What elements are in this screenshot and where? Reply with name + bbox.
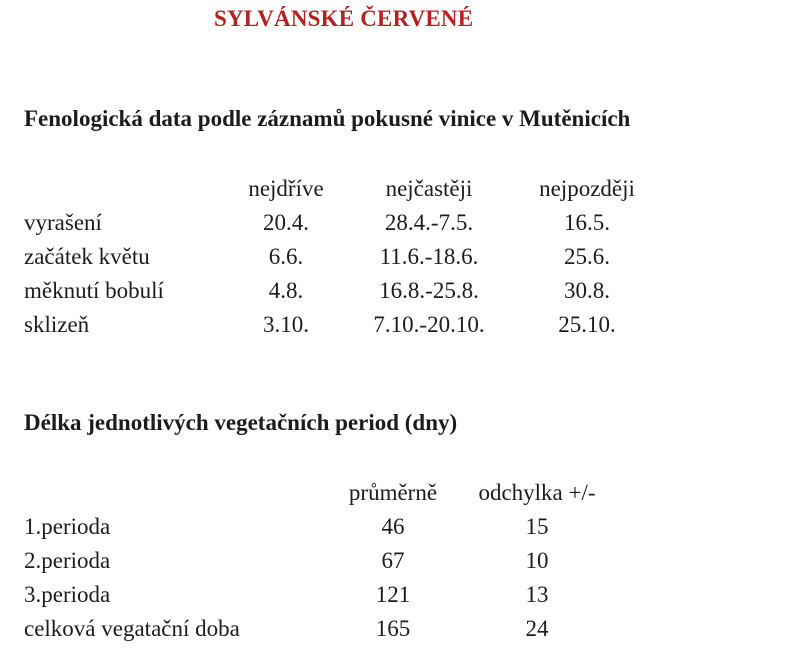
column-header-most-common: nejčastěji <box>385 176 473 201</box>
cell-average: 67 <box>381 548 405 573</box>
cell-earliest: 20.4. <box>263 210 309 235</box>
cell-latest: 30.8. <box>564 278 610 303</box>
cell-latest: 16.5. <box>564 210 610 235</box>
cell-deviation: 24 <box>525 616 549 641</box>
cell-most-common: 28.4.-7.5. <box>384 210 474 235</box>
row-label: 3.perioda <box>24 582 111 607</box>
table-row <box>24 578 620 612</box>
table-header-row <box>24 172 662 206</box>
header-spacer <box>24 172 226 206</box>
cell-latest: 25.10. <box>558 312 616 337</box>
cell-deviation: 13 <box>525 582 549 607</box>
document-title: SYLVÁNSKÉ ČERVENÉ <box>214 6 474 31</box>
cell-latest: 25.6. <box>564 244 610 269</box>
table-row <box>24 240 662 274</box>
cell-average: 46 <box>381 514 405 539</box>
cell-most-common: 16.8.-25.8. <box>379 278 479 303</box>
row-label: 2.perioda <box>24 548 111 573</box>
cell-average: 165 <box>375 616 411 641</box>
column-header-earliest: nejdříve <box>248 176 324 201</box>
cell-earliest: 3.10. <box>263 312 309 337</box>
cell-most-common: 11.6.-18.6. <box>379 244 479 269</box>
column-header-average: průměrně <box>348 480 438 505</box>
cell-most-common: 7.10.-20.10. <box>373 312 485 337</box>
cell-earliest: 6.6. <box>268 244 304 269</box>
row-label: celková vegatační doba <box>24 616 240 641</box>
table-row <box>24 308 662 342</box>
cell-average: 121 <box>375 582 411 607</box>
periods-heading: Délka jednotlivých vegetačních period (dny) <box>24 410 458 435</box>
table-row <box>24 612 620 646</box>
phenology-table <box>24 172 662 342</box>
cell-deviation: 10 <box>525 548 549 573</box>
row-label: sklizeň <box>24 312 90 337</box>
row-label: vyrašení <box>24 210 102 235</box>
table-row <box>24 274 662 308</box>
periods-table <box>24 476 620 646</box>
phenology-heading: Fenologická data podle záznamů pokusné vinice v Mutěnicích <box>24 106 631 131</box>
header-spacer <box>24 476 332 510</box>
row-label: 1.perioda <box>24 514 111 539</box>
cell-deviation: 15 <box>525 514 549 539</box>
cell-earliest: 4.8. <box>268 278 304 303</box>
column-header-latest: nejpozději <box>539 176 635 201</box>
table-row <box>24 510 620 544</box>
table-header-row <box>24 476 620 510</box>
row-label: začátek květu <box>24 244 150 269</box>
table-row <box>24 206 662 240</box>
row-label: měknutí bobulí <box>24 278 164 303</box>
column-header-deviation: odchylka +/- <box>478 480 596 505</box>
table-row <box>24 544 620 578</box>
